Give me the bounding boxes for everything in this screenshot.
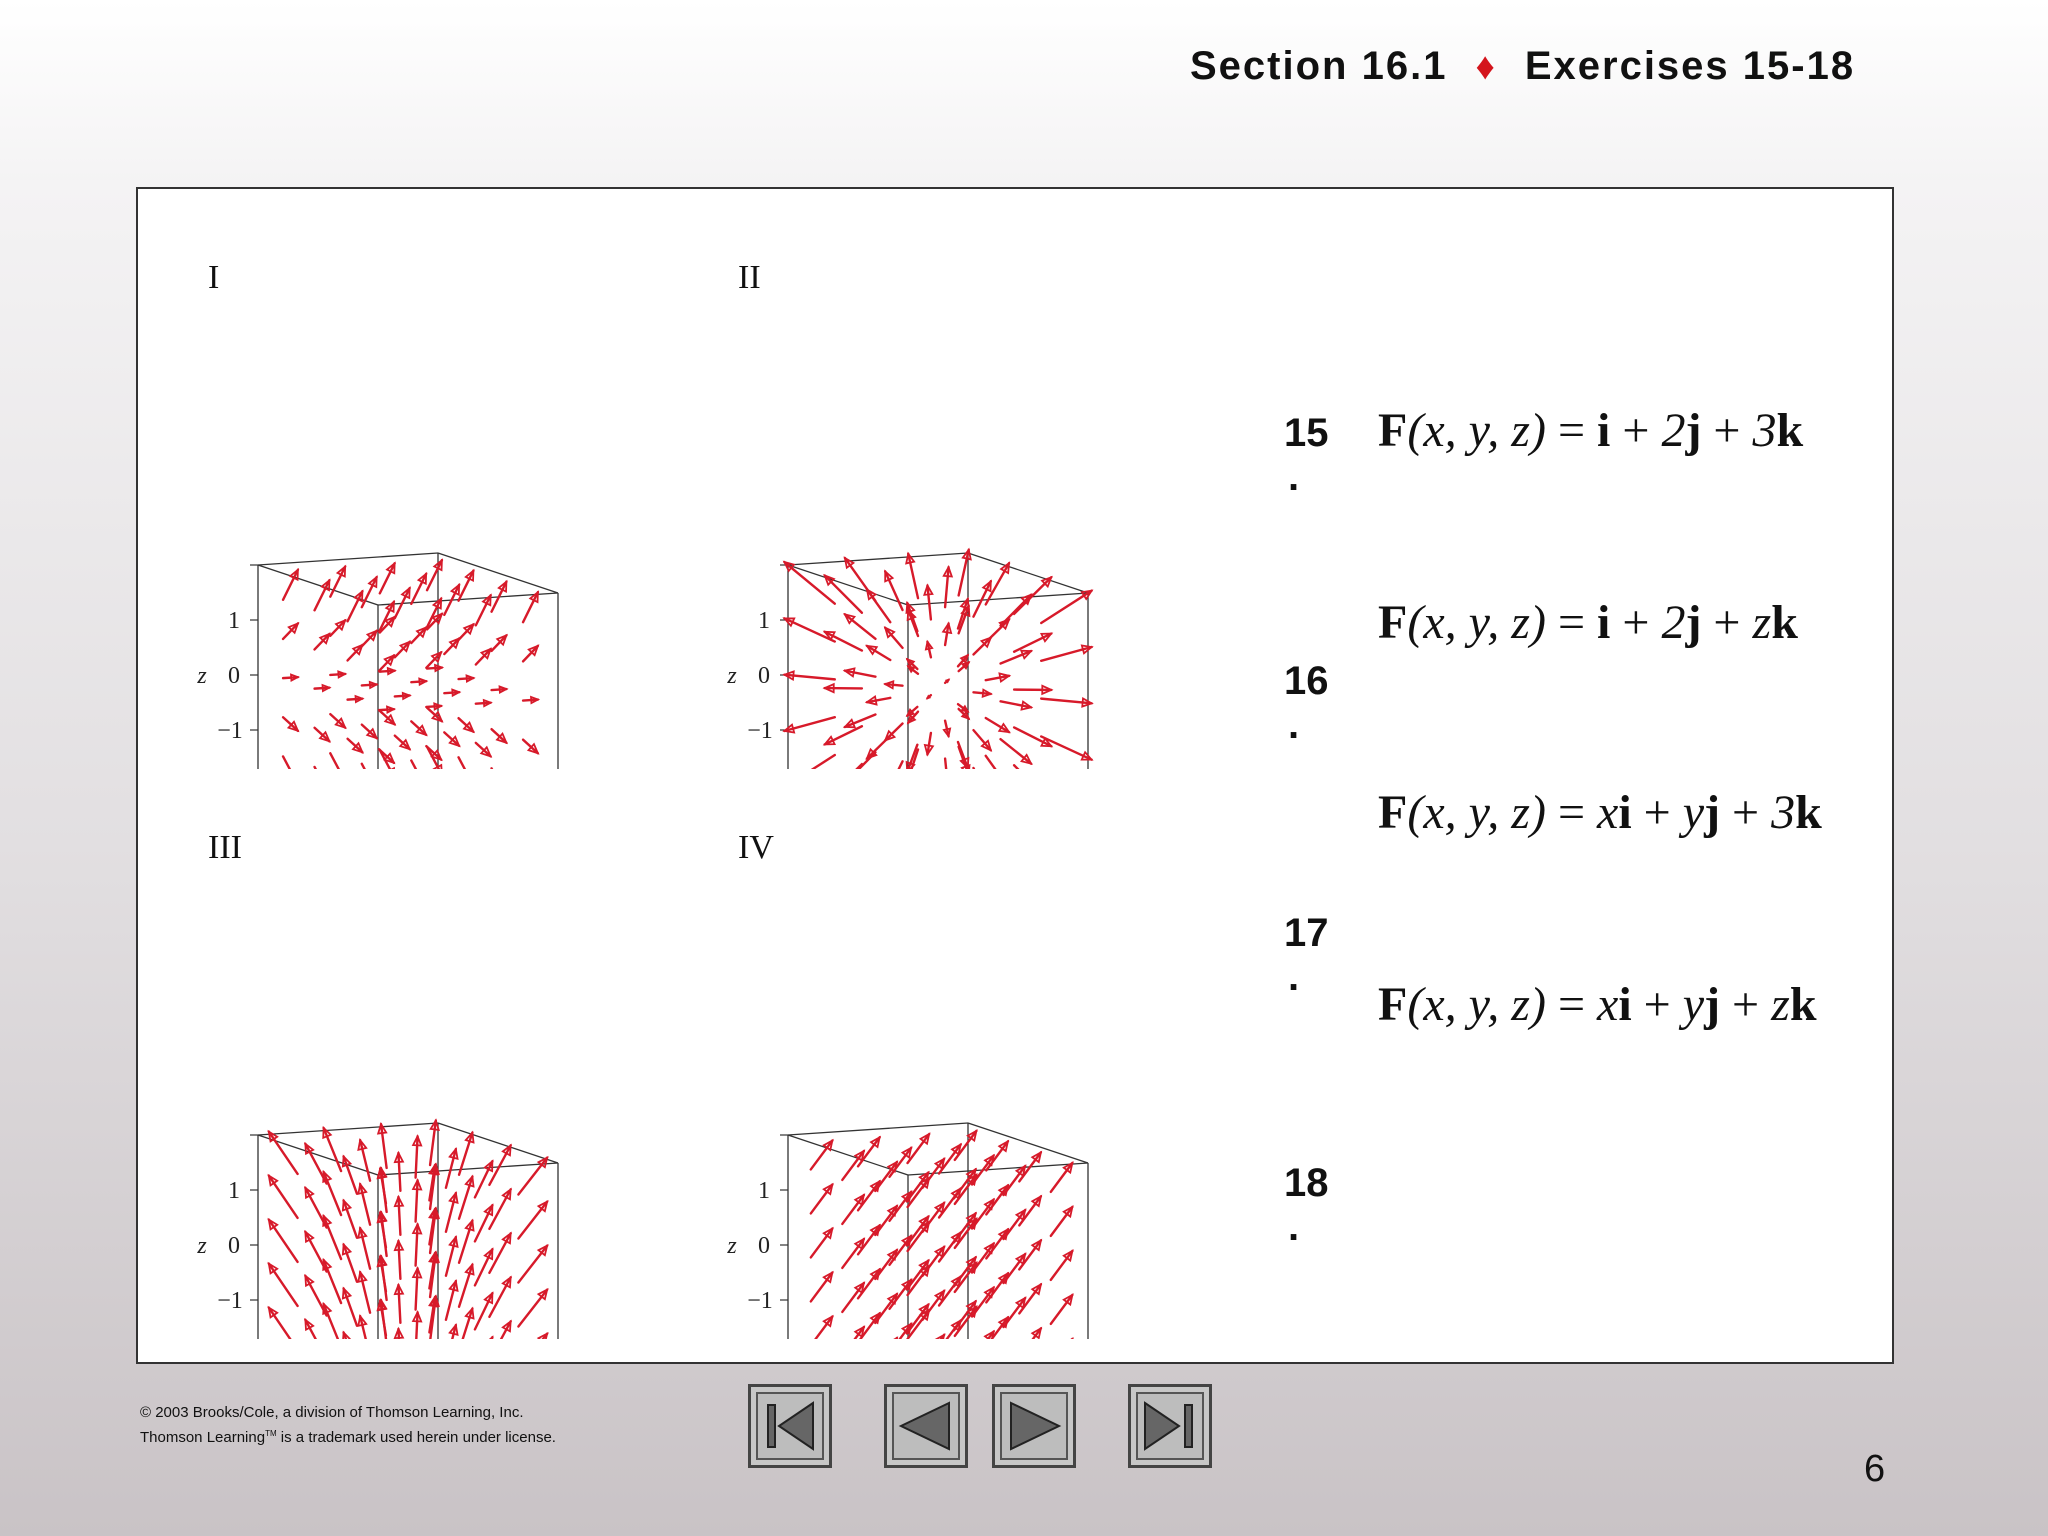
cube-edge xyxy=(788,553,968,565)
forward-arrow-icon xyxy=(995,1387,1073,1465)
field-arrow xyxy=(1004,1166,1026,1195)
field-arrow xyxy=(416,1224,418,1265)
field-arrow xyxy=(1051,1295,1073,1324)
z-tick-label-neg1: −1 xyxy=(747,1288,773,1314)
field-arrow xyxy=(518,1290,547,1327)
formula-16: F(x, y, z) = i + 2j + zk xyxy=(1378,596,1798,649)
field-arrow xyxy=(518,1202,547,1239)
field-arrow xyxy=(411,761,426,770)
field-arrow xyxy=(811,1316,833,1339)
z-axis-label: z xyxy=(197,1233,207,1259)
field-arrow xyxy=(1001,739,1032,764)
field-arrow xyxy=(269,1264,298,1306)
z-axis-label: z xyxy=(727,663,737,689)
field-arrow xyxy=(1004,1298,1026,1327)
field-arrow xyxy=(973,768,990,769)
z-tick-label-1: 1 xyxy=(758,1178,770,1204)
z-axis-label: z xyxy=(727,1233,737,1259)
field-arrow xyxy=(398,1241,400,1279)
z-tick-label-0: 0 xyxy=(228,1233,240,1259)
field-arrow xyxy=(875,1162,897,1191)
copyright-line-2: Thomson Learning™ is a trademark used herein under license. xyxy=(140,1429,556,1446)
field-arrow xyxy=(885,571,902,610)
field-arrow xyxy=(1004,1254,1026,1283)
field-arrow xyxy=(845,714,876,726)
cube-edge xyxy=(258,1123,438,1135)
field-arrow xyxy=(811,1228,833,1257)
z-tick-label-neg1: −1 xyxy=(217,1288,243,1314)
field-arrow xyxy=(1051,1163,1073,1192)
field-arrow xyxy=(1001,595,1032,626)
z-tick-label-0: 0 xyxy=(228,663,240,689)
field-arrow xyxy=(398,1197,400,1235)
last-slide-button[interactable] xyxy=(1128,1384,1212,1468)
z-tick-label-1: 1 xyxy=(758,608,770,634)
field-arrow xyxy=(305,1144,326,1184)
field-arrow xyxy=(1004,1210,1026,1239)
field-arrow xyxy=(324,1128,341,1171)
field-arrow xyxy=(875,1206,897,1235)
plot-title-III: III xyxy=(208,829,242,866)
field-arrow xyxy=(416,1180,418,1221)
field-arrow xyxy=(825,764,862,769)
field-arrow xyxy=(867,736,890,759)
field-arrow xyxy=(411,574,426,604)
field-arrow xyxy=(811,1140,833,1169)
field-arrow xyxy=(885,761,902,769)
copyright-notice xyxy=(140,1402,556,1448)
field-arrow xyxy=(1051,1207,1073,1236)
vector-field-plot-IV xyxy=(688,869,1208,1339)
exercise-number-16: 16 . xyxy=(1284,659,1329,747)
z-axis-label: z xyxy=(197,663,207,689)
field-arrow xyxy=(825,632,862,651)
cube-edge xyxy=(968,1123,1088,1163)
arrow-head xyxy=(936,1335,945,1339)
field-arrow xyxy=(398,1153,400,1191)
first-slide-button[interactable] xyxy=(748,1384,832,1468)
field-arrow xyxy=(459,571,474,601)
exercise-number-15: 15 . xyxy=(1284,411,1329,499)
exercise-number-17: 17 . xyxy=(1284,911,1329,999)
field-arrow xyxy=(875,1250,897,1279)
field-arrow xyxy=(518,1158,547,1195)
field-arrow xyxy=(269,1176,298,1218)
field-arrow xyxy=(811,1184,833,1213)
previous-slide-button[interactable] xyxy=(884,1384,968,1468)
field-arrow xyxy=(324,1260,341,1303)
field-arrow xyxy=(475,1205,492,1241)
field-arrow xyxy=(398,1285,400,1323)
next-slide-button[interactable] xyxy=(992,1384,1076,1468)
cube-edge xyxy=(438,1123,558,1163)
plot-title-IV: IV xyxy=(738,829,774,866)
field-arrow xyxy=(475,1293,492,1329)
field-arrow xyxy=(459,1309,472,1339)
page-number: 6 xyxy=(1864,1448,1886,1490)
z-tick-label-neg1: −1 xyxy=(747,718,773,744)
field-arrow xyxy=(842,1151,864,1180)
cube-edge xyxy=(908,593,1088,605)
field-arrow xyxy=(269,1132,298,1174)
field-arrow xyxy=(875,1294,897,1323)
field-arrow xyxy=(986,1141,1008,1170)
field-arrow xyxy=(518,1246,547,1283)
field-arrow xyxy=(283,756,298,769)
field-arrow xyxy=(492,768,507,769)
field-arrow xyxy=(330,753,345,769)
formula-17: F(x, y, z) = xi + yj + 3k xyxy=(1378,786,1822,839)
field-arrow xyxy=(986,1273,1008,1302)
formula-18: F(x, y, z) = xi + yj + zk xyxy=(1378,978,1817,1031)
field-arrow xyxy=(986,1229,1008,1258)
field-arrow xyxy=(380,563,395,593)
cube-edge xyxy=(788,1123,968,1135)
field-arrow xyxy=(324,1304,341,1339)
field-arrow xyxy=(825,575,862,612)
field-arrow xyxy=(324,1216,341,1259)
field-arrow xyxy=(324,1172,341,1215)
section-title: Section 16.1 xyxy=(1190,44,1448,88)
field-arrow xyxy=(945,759,948,769)
field-arrow xyxy=(269,1220,298,1262)
copyright-line-1: © 2003 Brooks/Cole, a division of Thomson Learning, Inc. xyxy=(140,1404,524,1421)
vector-field-plot-I xyxy=(158,299,678,769)
field-arrow xyxy=(344,1289,357,1326)
vector-field-plot-II xyxy=(688,299,1208,769)
field-arrow xyxy=(360,1316,370,1339)
field-arrow xyxy=(344,1201,357,1238)
field-arrow xyxy=(305,1276,326,1316)
field-arrow xyxy=(476,595,491,625)
plot-title-II: II xyxy=(738,259,761,296)
slide-header xyxy=(1190,44,1890,96)
z-tick-label-1: 1 xyxy=(228,1178,240,1204)
field-arrow xyxy=(986,756,1009,769)
field-arrow xyxy=(825,726,862,744)
cube-edge xyxy=(258,565,378,605)
z-tick-label-neg1: −1 xyxy=(217,718,243,744)
cube-edge xyxy=(258,553,438,565)
field-arrow xyxy=(305,1232,326,1272)
field-arrow xyxy=(867,646,890,660)
field-arrow xyxy=(842,1239,864,1268)
arrow-head xyxy=(888,1338,897,1339)
field-arrow xyxy=(1001,651,1032,663)
field-arrow xyxy=(986,718,1009,732)
field-arrow xyxy=(842,1283,864,1312)
diamond-icon: ♦ xyxy=(1475,46,1497,88)
field-arrow xyxy=(811,1272,833,1301)
field-arrow xyxy=(1051,1251,1073,1280)
field-arrow xyxy=(784,755,834,769)
cube-edge xyxy=(378,1163,558,1175)
field-arrow xyxy=(344,1157,357,1194)
z-tick-label-0: 0 xyxy=(758,663,770,689)
field-arrow xyxy=(269,1308,298,1339)
formula-15: F(x, y, z) = i + 2j + 3k xyxy=(1378,404,1804,457)
vector-field-plot-III xyxy=(158,869,678,1339)
field-arrow xyxy=(459,757,474,769)
field-arrow xyxy=(475,1161,492,1197)
exercise-number-18: 18 . xyxy=(1284,1161,1329,1249)
field-arrow xyxy=(986,1185,1008,1214)
field-arrow xyxy=(842,1195,864,1224)
field-arrow xyxy=(1014,765,1051,769)
field-arrow xyxy=(867,590,890,623)
field-arrow xyxy=(416,1136,418,1177)
field-arrow xyxy=(475,1249,492,1285)
field-arrow xyxy=(845,614,876,639)
figure-panel xyxy=(136,187,1894,1364)
field-arrow xyxy=(416,1268,418,1309)
cube-edge xyxy=(908,1163,1088,1175)
field-arrow xyxy=(1014,634,1051,652)
z-tick-label-0: 0 xyxy=(758,1233,770,1259)
arrow-head xyxy=(485,1337,493,1339)
field-arrow xyxy=(1014,727,1051,746)
z-tick-label-1: 1 xyxy=(228,608,240,634)
arrow-head xyxy=(946,680,948,682)
field-arrow xyxy=(523,592,538,622)
field-arrow xyxy=(344,1245,357,1282)
arrow-head xyxy=(927,696,929,698)
skip-forward-icon xyxy=(1131,1387,1209,1465)
field-arrow xyxy=(305,1188,326,1228)
field-arrow xyxy=(362,764,377,769)
cube-edge xyxy=(968,553,1088,593)
skip-back-icon xyxy=(751,1387,829,1465)
field-arrow xyxy=(427,560,442,590)
exercises-title: Exercises 15-18 xyxy=(1524,44,1856,88)
plot-title-I: I xyxy=(208,259,220,296)
field-arrow xyxy=(315,767,330,769)
back-arrow-icon xyxy=(887,1387,965,1465)
